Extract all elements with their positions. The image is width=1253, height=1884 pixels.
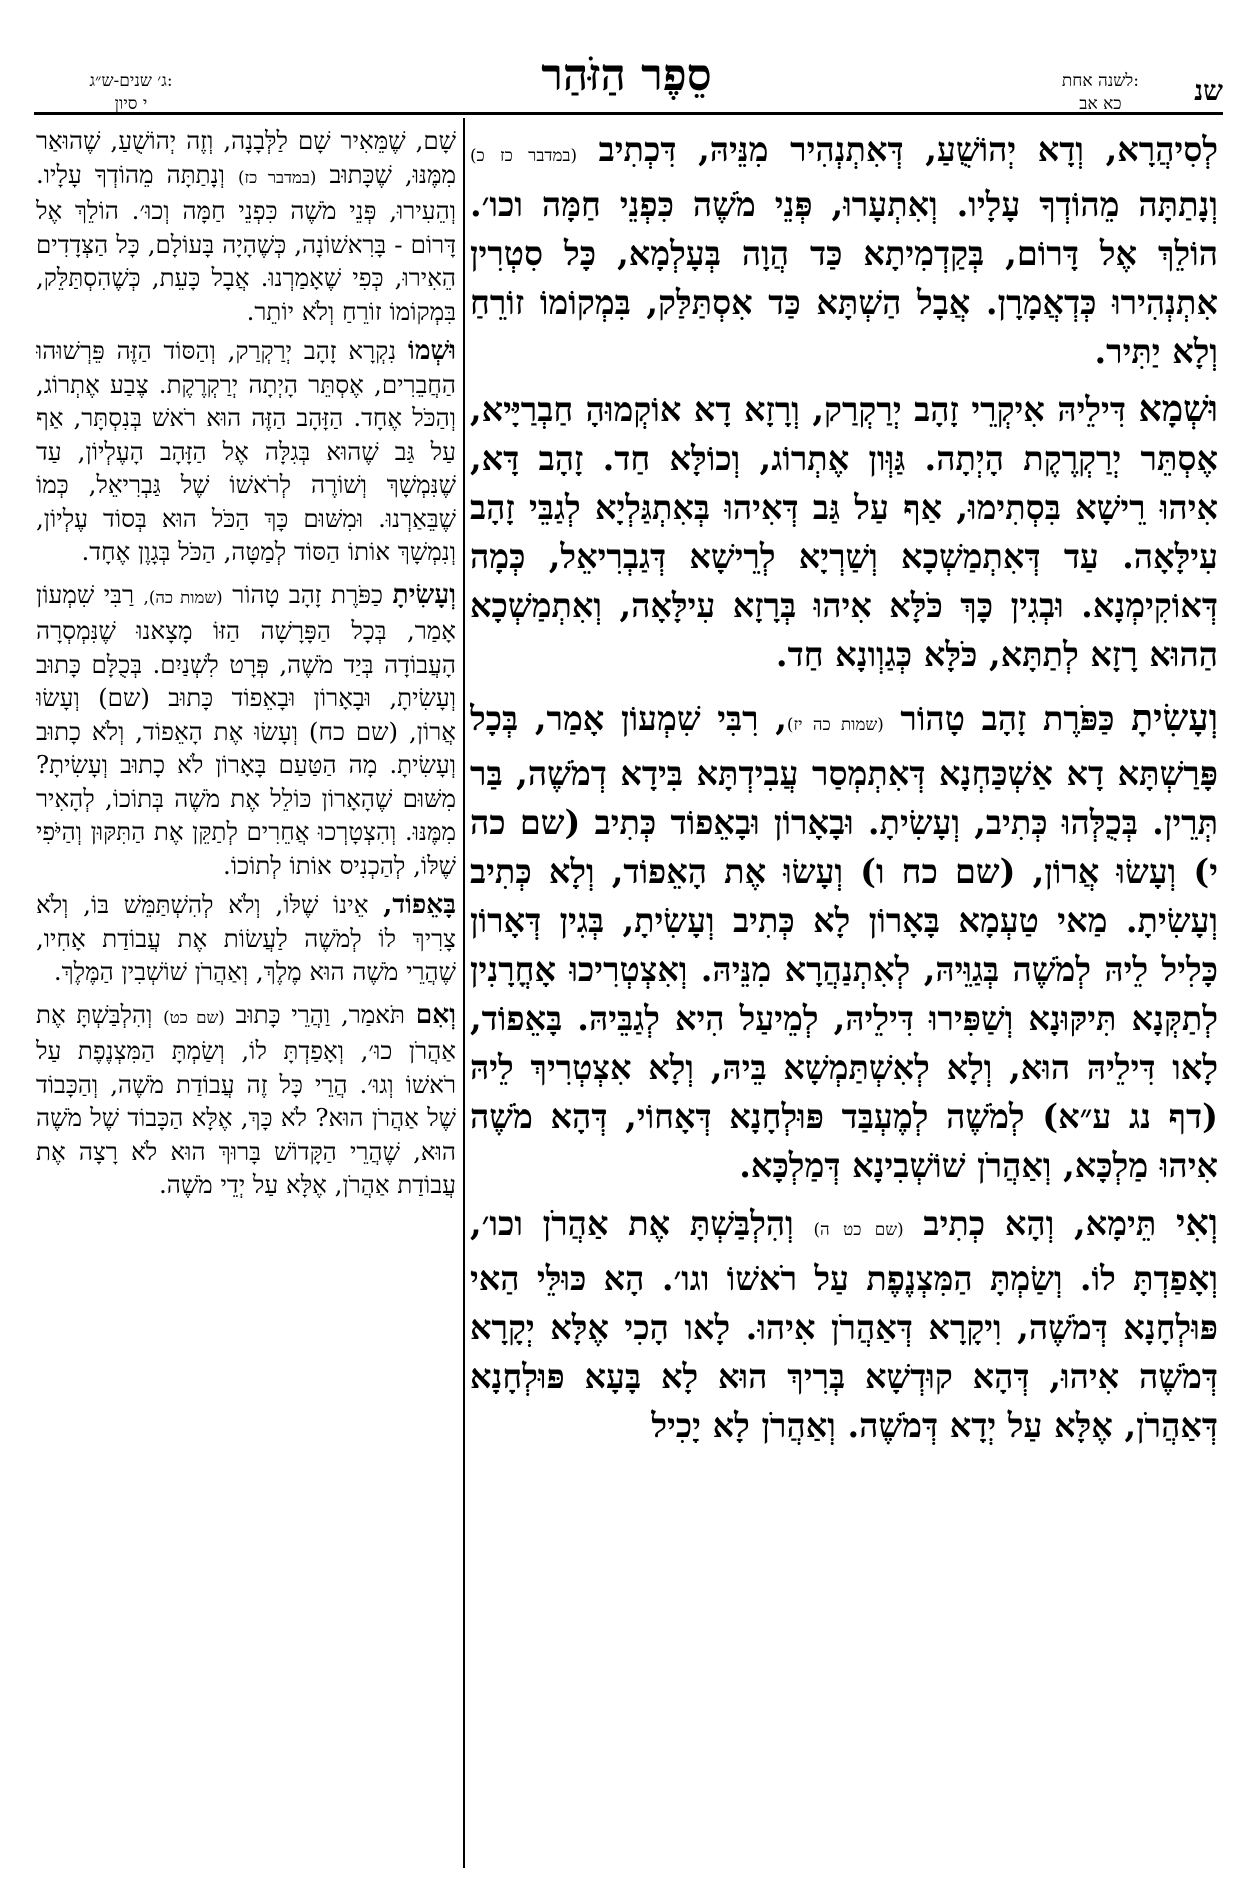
translation-paragraph	[36, 998, 456, 1202]
main-paragraph	[470, 124, 1218, 376]
translation-paragraph	[36, 124, 456, 328]
paragraph-text-continued: וְנָתַתָּה מֵהוֹדְךָ עָלָיו. וְהֵעִירוּ, פְּנֵי מֹשֶׁה כִּפְנֵי חַמָּה וְכוּ׳. הוֹלֵךְ אֶל דָּרוֹם - בָּרִאשׁוֹנָה, כְּשֶׁהָיָה בָּעוֹלָם, כָּל הַצְּדָדִים הֵאִירוּ, כְּפִי שֶׁאָמַרְנוּ. אֲבָל כָּעֵת, כְּשֶׁהִסְתַּלֵּק, בִּמְקוֹמוֹ זוֹרֵחַ וְלֹא יוֹתֵר.	[36, 159, 456, 326]
main-text-column	[470, 124, 1218, 1864]
verse-reference: (במדבר כז כ)	[470, 145, 578, 165]
schedule-label: לשנה אחת:	[1061, 71, 1139, 91]
schedule-date: כא אב	[1079, 94, 1122, 114]
verse-reference: (שמות כה),	[143, 587, 223, 607]
paragraph-lead-word: וּשְׁמָא	[1138, 387, 1218, 430]
translation-column	[36, 124, 456, 1864]
paragraph-text: נִקְרָא זָהָב יְרַקְרַק, וְהַסּוֹד הַזֶּה פֵּרְשׁוּהוּ הַחֲבֵרִים, אֶסְתֵּר הָיְתָה יְרַקְרֶקֶת. צֶבַע אֶתְרוֹג, וְהַכֹּל אֶחָד. הַזָּהָב הַזֶּה הוּא רֹאשׁ בְּנִסְתָּר, אַף עַל גַּב שֶׁהוּא בְּגִלָּה אֶל הַזָּהָב הָעֶלְיוֹן, עַד שֶׁנִּמְשָׁךְ וְשׁוֹרֶה לְרֹאשׁוֹ שֶׁל גַּבְרִיאֵל, כְּמוֹ שֶׁבֵּאַרְנוּ. וּמִשּׁוּם כָּךְ הַכֹּל הוּא בְּסוֹד עֶלְיוֹן, וְנִמְשָׁךְ אוֹתוֹ הַסּוֹד לְמַטָּה, הַכֹּל בְּגָוֶן אֶחָד.	[36, 336, 456, 566]
main-paragraph	[470, 693, 1218, 1190]
translation-paragraph	[36, 578, 456, 883]
paragraph-lead-word: בָּאֵפוֹד,	[383, 889, 456, 920]
page-header	[0, 0, 1253, 112]
paragraph-lead-word: וְעָשִׂיתָ	[392, 578, 456, 610]
main-paragraph	[470, 384, 1218, 685]
verse-reference: (שם כט ה)	[813, 1219, 904, 1239]
verse-reference: (שמות כה יז)	[786, 714, 884, 734]
paragraph-text-continued: וְהִלְבַּשְׁתָּ אֶת אַהֲרֹן וכו׳, וְאָפַדְתָּ לוֹ. וְשַׂמְתָּ הַמִּצְנֶפֶת עַל רֹאשׁוֹ וגו׳. הָא כּוּלֵּי הַאי פּוּלְחָנָא דְּמֹשֶׁה, וִיקָרָא דְּאַהֲרֹן אִיהוּ. לָאו הָכִי אֶלָּא יְקָרָא דְּמֹשֶׁה אִיהוּ, דְּהָא קוּדְשָׁא בְּרִיךְ הוּא לָא בָּעָא פּוּלְחָנָא דְּאַהֲרֹן, אֶלָּא עַל יְדָא דְּמֹשֶׁה. וְאַהֲרֹן לָא יָכִיל	[470, 1204, 1218, 1445]
paragraph-lead-word: וְעָשִׂיתָ	[1131, 696, 1218, 739]
paragraph-text: שָׁם, שֶׁמֵּאִיר שָׁם לַלְּבָנָה, וְזֶה יְהוֹשֻׁעַ, שֶׁהוּאַר מִמֶּנּוּ, שֶׁכָּתוּב	[36, 126, 456, 189]
study-schedule-three-years	[36, 70, 226, 116]
main-paragraph	[470, 1198, 1218, 1450]
paragraph-lead-word: וְאִי	[1176, 1201, 1218, 1244]
paragraph-text: תֹּאמַר, וַהֲרֵי כָּתוּב	[235, 999, 405, 1029]
paragraph-lead-word: וְאִם	[415, 998, 456, 1030]
schedule-date: י סיון	[114, 94, 148, 114]
paragraph-text-continued: , רִבִּי שִׁמְעוֹן אָמַר, בְּכָל פָּרַשְׁתָּא דָא אַשְׁכַּחְנָא דְּאִתְמְסַר עֲבִידְתָּא בִּידָא דְמֹשֶׁה, בַּר תְּרֵין. בְּכֻלְּהוּ כְּתִיב, וְעָשִׂיתָ. וּבָאָרוֹן וּבָאֵפוֹד כְּתִיב (שם כה י) וְעָשׂוּ אֲרוֹן, (שם כח ו) וְעָשׂוּ אֶת הָאֵפוֹד, וְלָא כְּתִיב וְעָשִׂיתָ. מַאי טַעְמָא בָּאָרוֹן לָא כְּתִיב וְעָשִׂיתָ, בְּגִין דְּאָרוֹן כָּלִיל לֵיהּ לְמֹשֶׁה בְּגַוֵּיהּ, לְאִתְנַהֲרָא מִנֵּיהּ. וְאִצְטְרִיכוּ אָחֳרָנִין לְתַקְּנָא תִּיקּוּנָא וְשַׁפִּירוּ דִּילֵיהּ, לְמֵיעַל הִיא לְגַבֵּיהּ. בָּאֵפוֹד, לָאו דִּילֵיהּ הוּא, וְלָא לְאִשְׁתַּמְשָׁא בֵּיהּ, וְלָא אִצְטְרִיךְ לֵיהּ (דף נג ע״א) לְמֹשֶׁה לְמֶעְבַּד פּוּלְחָנָא דְּאָחוֹי, דְּהָא מֹשֶׁה אִיהוּ מַלְכָּא, וְאַהֲרֹן שׁוֹשְׁבִינָא דְּמַלְכָּא.	[470, 699, 1218, 1185]
column-divider	[463, 118, 465, 1868]
paragraph-text-continued: רַבִּי שִׁמְעוֹן אָמַר, בְּכָל הַפָּרָשָׁה הַזּוֹ מָצָאנוּ שֶׁנִּמְסְרָה הָעֲבוֹדָה בְּיַד מֹשֶׁה, פְּרָט לִשְׁנַיִם. בְּכֻלָּם כָּתוּב וְעָשִׂיתָ, וּבָאָרוֹן וּבָאֵפוֹד כָּתוּב (שם) וְעָשׂוּ אֲרוֹן, (שם כח) וְעָשׂוּ אֶת הָאֵפוֹד, וְלֹא כָתוּב וְעָשִׂיתָ. מָה הַטַּעַם בָּאָרוֹן לֹא כָתוּב וְעָשִׂיתָ? מִשּׁוּם שֶׁהָאָרוֹן כּוֹלֵל אֶת מֹשֶׁה בְּתוֹכוֹ, לְהָאִיר מִמֶּנּוּ. וְהִצְטָרְכוּ אֲחֵרִים לְתַקֵּן אֶת הַתִּקּוּן וְהַיֹּפִי שֶׁלּוֹ, לְהַכְנִיס אוֹתוֹ לְתוֹכוֹ.	[36, 579, 456, 880]
translation-paragraph	[36, 888, 456, 992]
paragraph-text-continued: וְנָתַתָּה מֵהוֹדְךָ עָלָיו. וְאִתְעָרוּ, פְּנֵי מֹשֶׁה כִּפְנֵי חַמָּה וכו׳. הוֹלֵךְ אֶל דָּרוֹם, בְּקַדְמִיתָא כַּד הֲוָה בְּעָלְמָא, כָּל סִטְרִין אִתְנְהִירוּ כְּדְאֲמָרָן. אֲבָל הַשְׁתָּא כַּד אִסְתַּלַּק, בִּמְקוֹמוֹ זוֹרֵחַ וְלָא יַתִּיר.	[470, 185, 1218, 371]
paragraph-text: כַּפֹּרֶת זָהָב טָהוֹר	[900, 699, 1115, 738]
translation-paragraph	[36, 334, 456, 572]
schedule-label: ג׳ שנים-ש״ג:	[89, 71, 173, 91]
header-rule	[34, 112, 1223, 115]
book-title: סֵפֶר הַזֹּהַר	[541, 50, 712, 101]
paragraph-lead-word: וּשְׁמוֹ	[408, 335, 456, 366]
paragraph-text: לְסִיהֲרָא, וְדָא יְהוֹשֻׁעַ, דְּאִתְנְהִיר מִנֵּיהּ, דִּכְתִיב	[598, 130, 1218, 169]
paragraph-text: אֵינוֹ שֶׁלּוֹ, וְלֹא לְהִשְׁתַּמֵּשׁ בּוֹ, וְלֹא צָרִיךְ לוֹ לְמֹשֶׁה לַעֲשׂוֹת אֶת עֲבוֹדַת אָחִיו, שֶׁהֲרֵי מֹשֶׁה הוּא מֶלֶךְ, וְאַהֲרֹן שׁוֹשְׁבִין הַמֶּלֶךְ.	[36, 890, 456, 986]
paragraph-text: כַפֹּרֶת זָהָב טָהוֹר	[232, 579, 383, 609]
paragraph-text-continued: וְהִלְבַּשְׁתָּ אֶת אַהֲרֹן כוּ׳, וְאָפַדְתָּ לוֹ, וְשַׂמְתָּ הַמִּצְנֶפֶת עַל רֹאשׁוֹ וְגוּ׳. הֲרֵי כָּל זֶה עֲבוֹדַת מֹשֶׁה, וְהַכָּבוֹד שֶׁל אַהֲרֹן הוּא? לֹא כָּךְ, אֶלָּא הַכָּבוֹד שֶׁל מֹשֶׁה הוּא, שֶׁהֲרֵי הַקָּדוֹשׁ בָּרוּךְ הוּא לֹא רָצָה אֶת עֲבוֹדַת אַהֲרֹן, אֶלָּא עַל יְדֵי מֹשֶׁה.	[36, 999, 456, 1199]
verse-reference: (שם כט)	[163, 1007, 225, 1027]
paragraph-text: דִּילֵיהּ אִיקְרֵי זָהָב יְרַקְרַק, וְרָזָא דָא אוֹקְמוּהָ חַבְרַיָּיא, אֶסְתֵּר יְרַקְרֶקֶת הָיְתָה. גַּוְּון אֶתְרוֹג, וְכוֹלָּא חַד. זָהָב דָּא, אִיהוּ רֵישָׁא בִּסְתִימוּ, אַף עַל גַּב דְּאִיהוּ בְּאִתְגַּלְיָא לְגַבֵּי זָהָב עִילָּאָה. עַד דְּאִתְמַשְׁכָא וְשַׁרְיָא לְרֵישָׁא דְּגַבְרִיאֵל, כְּמָה דְּאוֹקִימְנָא. וּבְגִין כָּךְ כֹּלָּא אִיהוּ בְּרָזָא עִילָּאָה, וְאִתְמַשְׁכָא הַהוּא רָזָא לְתַתָּא, כֹּלָּא כְּגַוְונָא חַד.	[470, 390, 1218, 674]
page-number: שנ	[1194, 74, 1223, 107]
verse-reference: (במדבר כז)	[237, 167, 317, 187]
paragraph-text: תֵּימָא, וְהָא כְתִיב	[923, 1204, 1157, 1243]
